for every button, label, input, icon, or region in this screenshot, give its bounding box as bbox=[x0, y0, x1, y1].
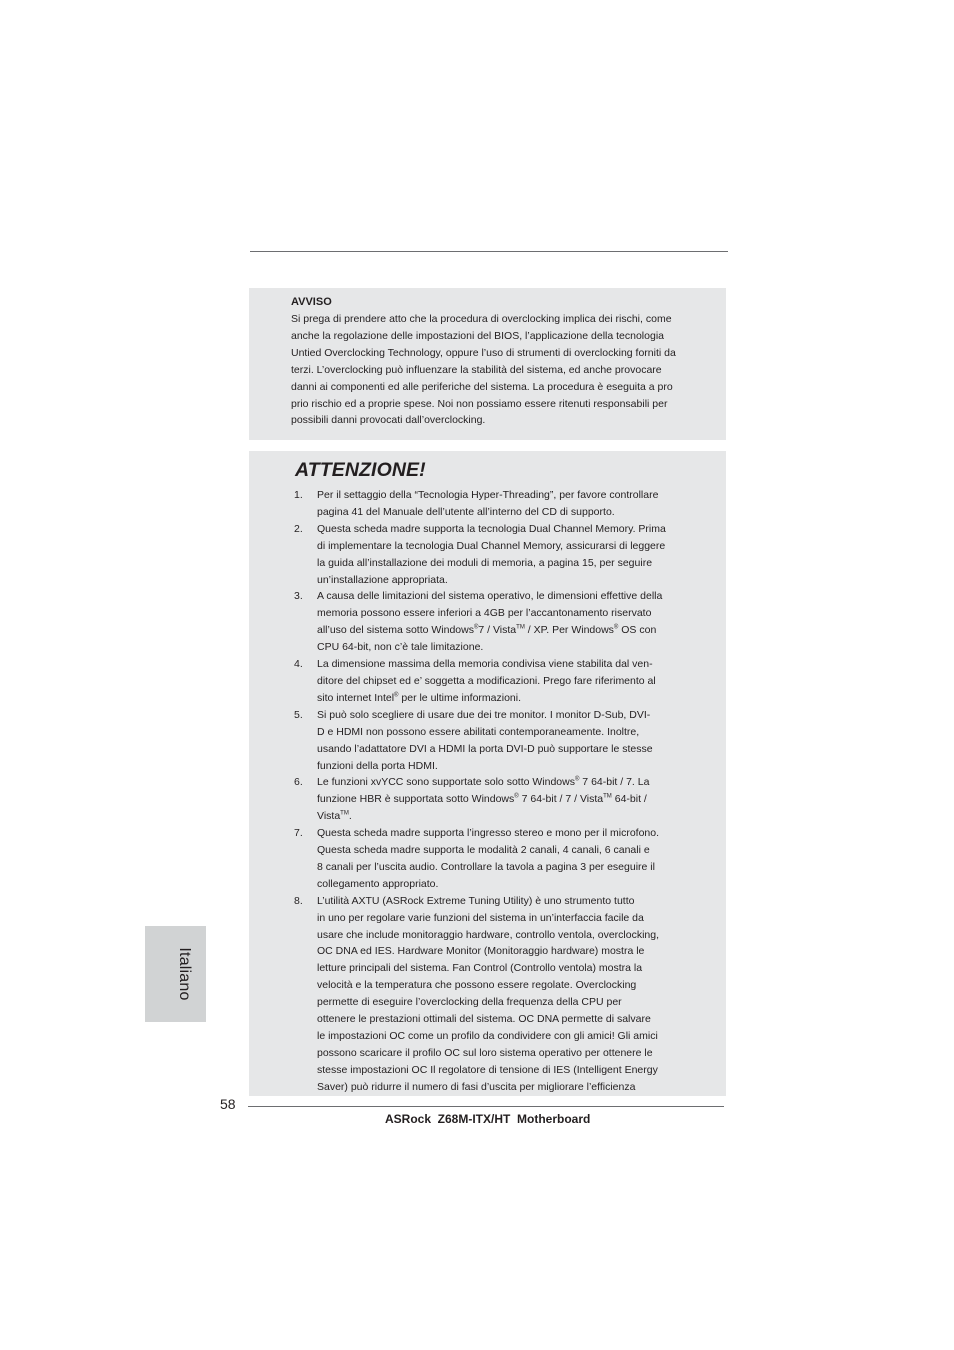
list-item-line: usare che include monitoraggio hardware, controllo ventola, overclocking, bbox=[317, 928, 660, 941]
top-rule bbox=[250, 251, 728, 252]
list-item bbox=[294, 487, 714, 521]
list-item-line: usando l’adattatore DVI a HDMI la porta DVI-D può supportare le stesse bbox=[317, 742, 653, 755]
list-item-line: memoria possono essere inferiori a 4GB per l’accantonamento riservato bbox=[317, 607, 652, 620]
list-item-line: sito internet Intel® per le ultime informazioni. bbox=[317, 691, 522, 704]
attenzione-title: ATTENZIONE! bbox=[295, 459, 426, 481]
list-item-line: 8 canali per l’uscita audio. Controllare la tavola a pagina 3 per eseguire il bbox=[317, 860, 655, 873]
list-item-number: 4. bbox=[294, 658, 303, 671]
page-number: 58 bbox=[220, 1096, 236, 1112]
list-item-line: Questa scheda madre supporta le modalità 2 canali, 4 canali, 6 canali e bbox=[317, 844, 650, 857]
list-item-line: OC DNA ed IES. Hardware Monitor (Monitoraggio hardware) mostra le bbox=[317, 945, 645, 958]
list-item-line: La dimensione massima della memoria condivisa viene stabilita dal ven- bbox=[317, 658, 653, 671]
list-item bbox=[294, 774, 714, 825]
side-language-tab-label: Italiano bbox=[176, 947, 193, 1001]
avviso-title: AVVISO bbox=[291, 296, 332, 308]
list-item-line: funzioni della porta HDMI. bbox=[317, 759, 438, 772]
list-item-line: Per il settaggio della “Tecnologia Hyper-Threading”, per favore controllare bbox=[317, 489, 659, 501]
list-item-line: ditore del chipset ed e’ soggetta a modificazioni. Prego fare riferimento al bbox=[317, 674, 656, 687]
avviso-line: possibili danni provocati dall’overclocking. bbox=[291, 414, 486, 427]
list-item-line: possono scaricare il profilo OC sul loro sistema operativo per ottenere le bbox=[317, 1046, 653, 1059]
avviso-line: prio rischio ed a proprie spese. Noi non possiamo essere ritenuti responsabili per bbox=[291, 397, 668, 410]
list-item-number: 2. bbox=[294, 522, 303, 535]
footer-product-name: ASRock Z68M-ITX/HT Motherboard bbox=[385, 1112, 591, 1126]
attenzione-list bbox=[294, 487, 714, 1096]
list-item-line: un’installazione appropriata. bbox=[317, 573, 448, 586]
list-item-line: ottenere le prestazioni ottimali del sistema. OC DNA permette di salvare bbox=[317, 1013, 651, 1026]
list-item-number: 6. bbox=[294, 776, 303, 789]
avviso-line: terzi. L’overclocking può influenzare la stabilità del sistema, ed anche provocare bbox=[291, 363, 662, 376]
list-item-line: Le funzioni xvYCC sono supportate solo sotto Windows® 7 64-bit / 7. La bbox=[317, 776, 650, 789]
list-item-line: la guida all’installazione dei moduli di memoria, a pagina 15, per seguire bbox=[317, 556, 653, 569]
list-item-line: Vista™. bbox=[317, 810, 352, 823]
avviso-line: Si prega di prendere atto che la procedura di overclocking implica dei rischi, come bbox=[291, 313, 672, 325]
list-item-line: permette di eseguire l’overclocking della frequenza della CPU per bbox=[317, 996, 622, 1009]
list-item-line: collegamento appropriato. bbox=[317, 877, 439, 890]
list-item bbox=[294, 656, 714, 707]
list-item bbox=[294, 893, 714, 1096]
list-item-line: A causa delle limitazioni del sistema operativo, le dimensioni effettive della bbox=[317, 590, 663, 603]
list-item-line: funzione HBR è supportata sotto Windows® 7 64-bit / 7 / Vista™ 64-bit / bbox=[317, 793, 647, 806]
list-item bbox=[294, 521, 714, 589]
avviso-line: Untied Overclocking Technology, oppure l’uso di strumenti di overclocking forniti da bbox=[291, 346, 676, 359]
list-item bbox=[294, 707, 714, 775]
list-item-line: le impostazioni OC come un profilo da condividere con gli amici! Gli amici bbox=[317, 1030, 658, 1042]
list-item-line: Saver) può ridurre il numero di fasi d’uscita per migliorare l’efficienza bbox=[317, 1080, 636, 1093]
list-item-line: all’uso del sistema sotto Windows®7 / Vista™ / XP. Per Windows® OS con bbox=[317, 624, 657, 637]
list-item-line: Si può solo scegliere di usare due dei tre monitor. I monitor D-Sub, DVI- bbox=[317, 708, 651, 721]
list-item-line: di implementare la tecnologia Dual Channel Memory, assicurarsi di leggere bbox=[317, 539, 666, 552]
list-item-line: L’utilità AXTU (ASRock Extreme Tuning Utility) è uno strumento tutto bbox=[317, 894, 635, 907]
avviso-line: anche la regolazione delle impostazioni del BIOS, l’applicazione della tecnologia bbox=[291, 329, 664, 342]
list-item-number: 1. bbox=[294, 489, 303, 501]
list-item-line: pagina 41 del Manuale dell’utente all’interno del CD di supporto. bbox=[317, 505, 615, 518]
list-item-line: letture principali del sistema. Fan Control (Controllo ventola) mostra la bbox=[317, 962, 643, 975]
list-item-line: velocità e la temperatura che possono essere regolate. Overclocking bbox=[317, 979, 637, 992]
list-item-line: stesse impostazioni OC Il regolatore di tensione di IES (Intelligent Energy bbox=[317, 1063, 658, 1076]
list-item-line: CPU 64-bit, non c’è tale limitazione. bbox=[317, 641, 484, 654]
list-item-line: Questa scheda madre supporta l’ingresso stereo e mono per il microfono. bbox=[317, 827, 660, 840]
list-item-number: 5. bbox=[294, 708, 303, 721]
avviso-line: danni ai componenti ed alle periferiche del sistema. La procedura è eseguita a pro bbox=[291, 380, 673, 393]
list-item-line: Questa scheda madre supporta la tecnologia Dual Channel Memory. Prima bbox=[317, 522, 666, 535]
list-item-line: in uno per regolare varie funzioni del sistema in un’interfaccia facile da bbox=[317, 911, 644, 924]
list-item-line: D e HDMI non possono essere abilitati contemporaneamente. Inoltre, bbox=[317, 725, 640, 738]
list-item-number: 7. bbox=[294, 827, 303, 840]
list-item-number: 8. bbox=[294, 894, 303, 907]
bottom-rule bbox=[248, 1106, 724, 1107]
list-item bbox=[294, 825, 714, 893]
avviso-text bbox=[291, 311, 709, 429]
list-item bbox=[294, 588, 714, 656]
list-item-number: 3. bbox=[294, 590, 303, 603]
